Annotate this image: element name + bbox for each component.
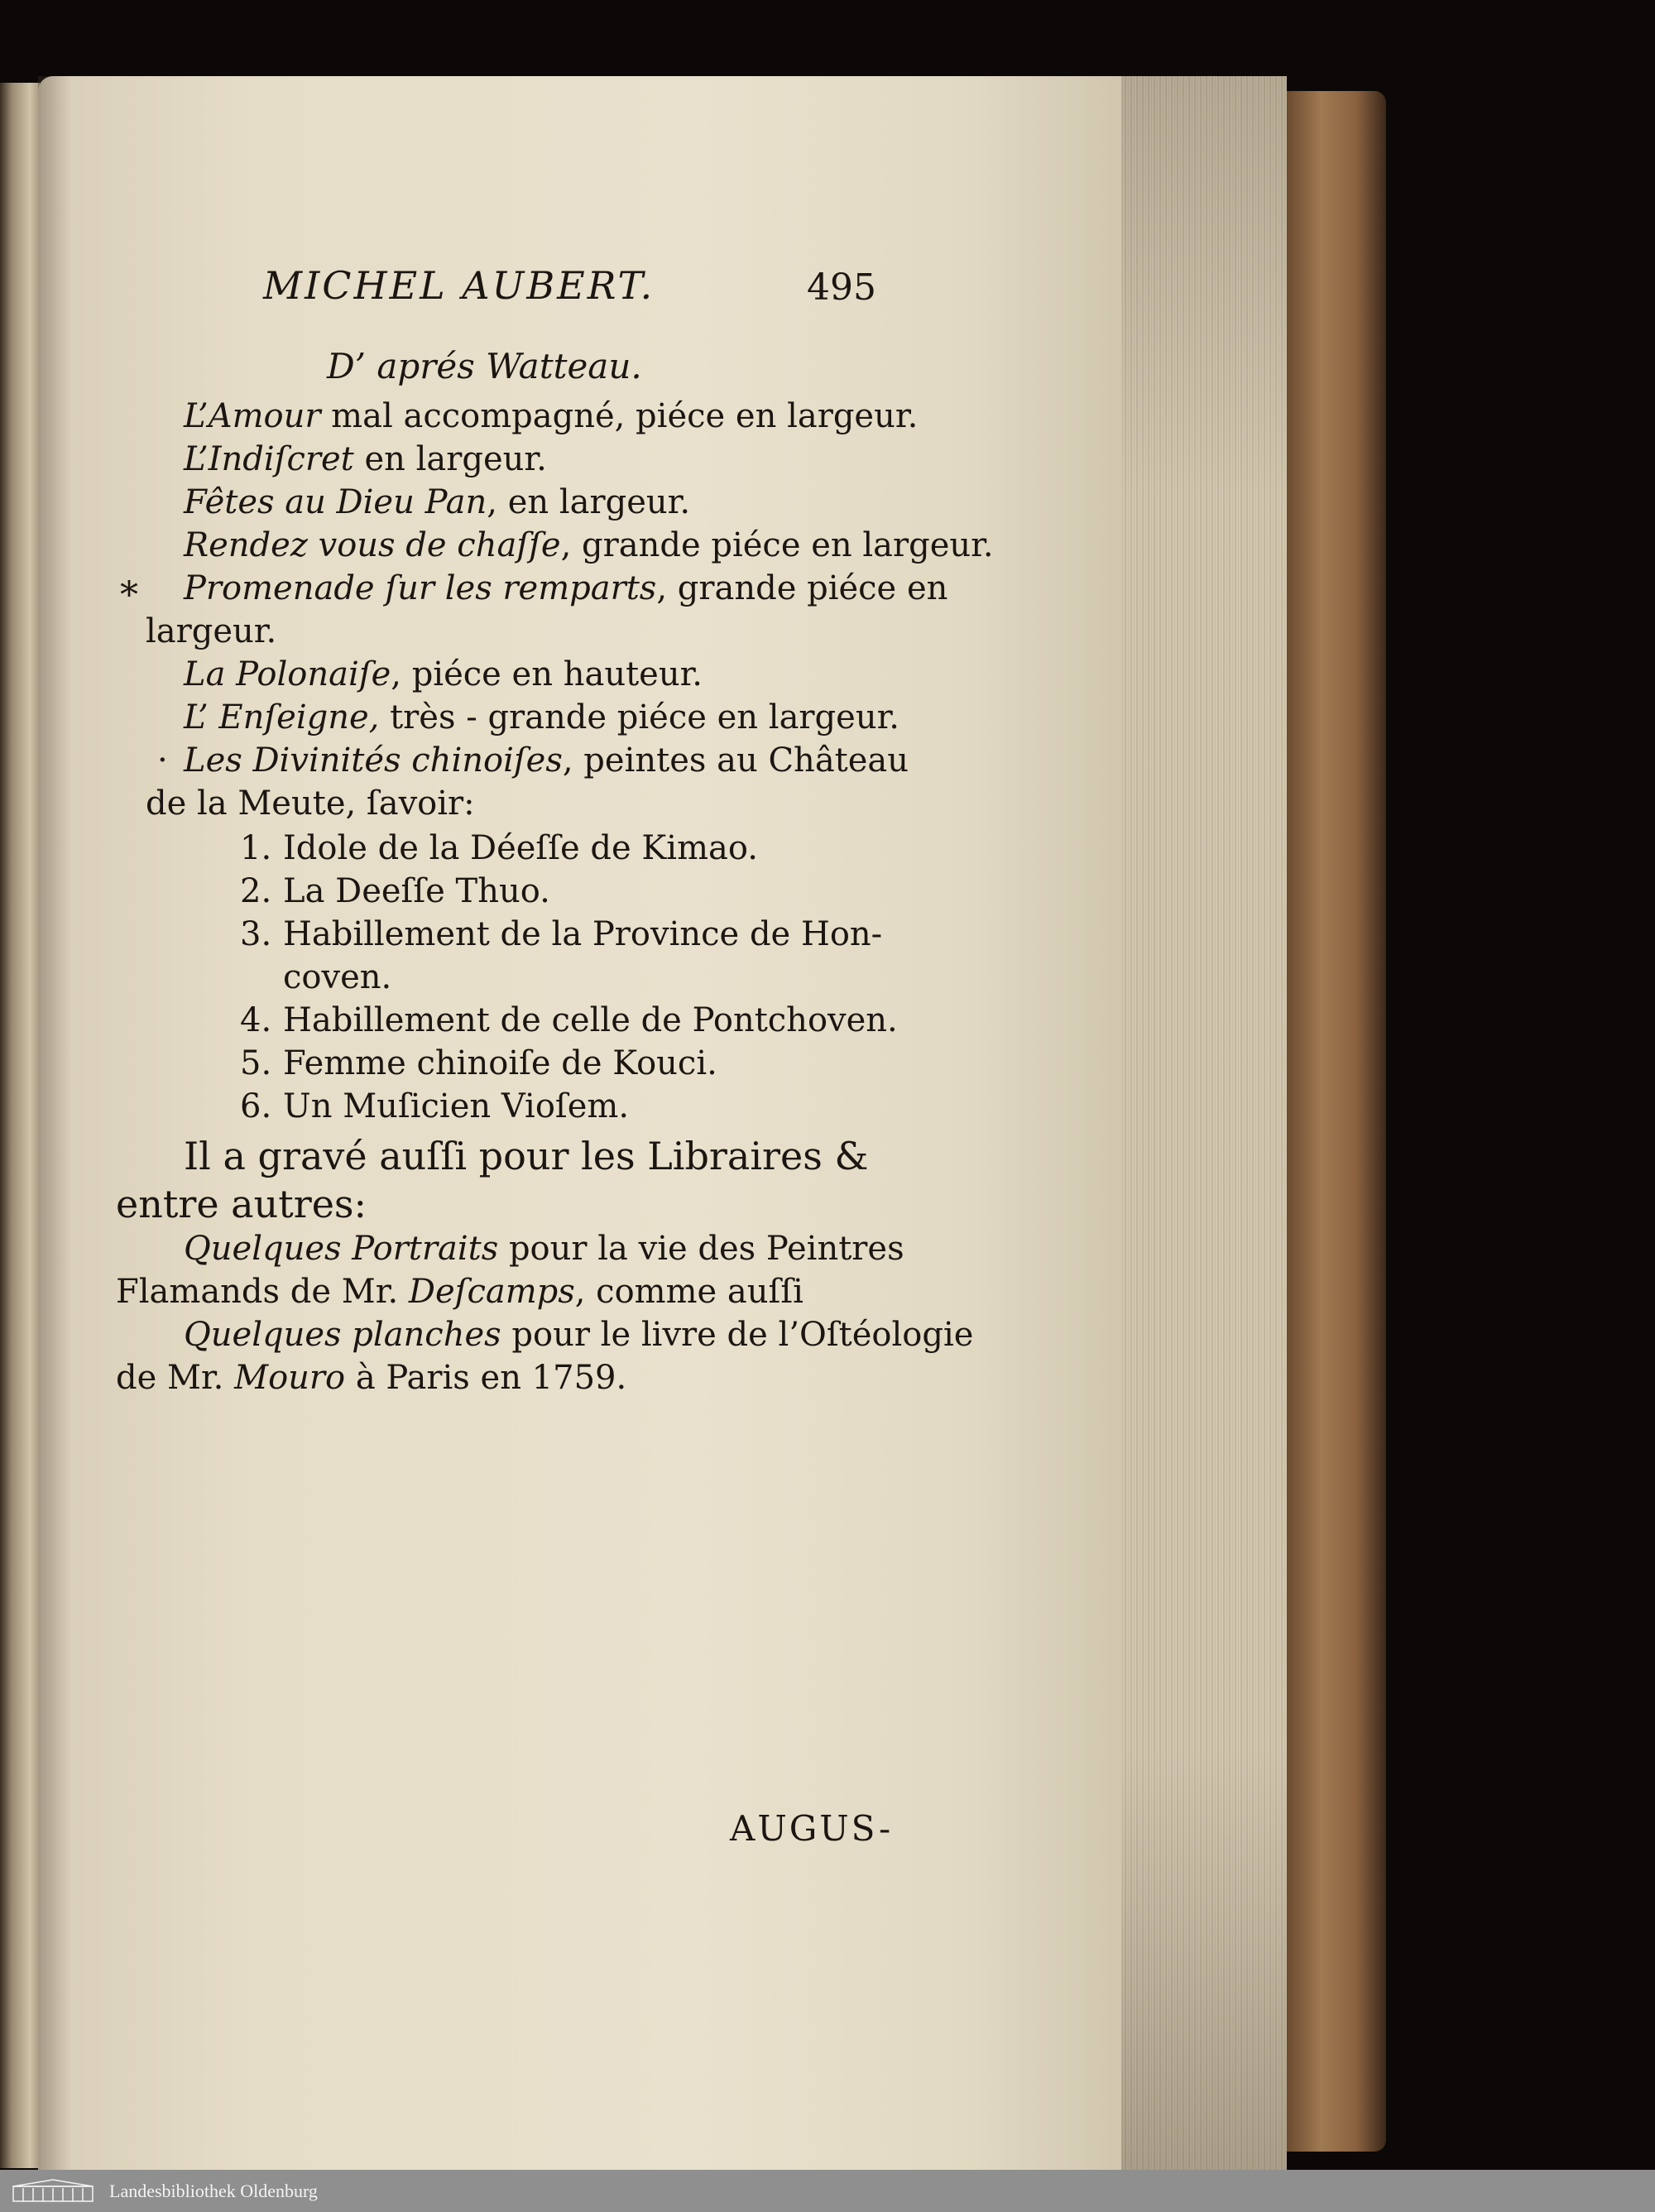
catchword: AUGUS-: [730, 1808, 894, 1849]
title-italic: Quelques planches: [184, 1316, 501, 1354]
item-number: 3.: [240, 915, 272, 953]
entry-description: , grande piéce en largeur.: [560, 526, 994, 564]
entry-line: [184, 741, 909, 780]
entry-description: mal accompagné, piéce en largeur.: [320, 397, 919, 435]
entry-line: [184, 397, 918, 435]
text-span: de Mr.: [116, 1359, 235, 1397]
page-block-edge: [1121, 76, 1287, 2170]
name-italic: Deſcamps: [408, 1273, 575, 1311]
entry-title: L’Indiſcret: [184, 440, 354, 478]
item-number: 4.: [240, 1001, 272, 1039]
item-number: 1.: [240, 829, 272, 867]
entry-title: Fêtes au Dieu Pan: [184, 483, 487, 521]
entry-line: [184, 655, 703, 693]
text-span: pour le livre de l’Oſtéologie: [501, 1316, 974, 1354]
page-number: 495: [807, 266, 876, 309]
entry-title: Les Divinités chinoiſes: [184, 741, 563, 780]
text-span: à Paris en 1759.: [345, 1359, 627, 1397]
numbered-item: [240, 958, 391, 996]
numbered-item: [240, 1044, 717, 1082]
paragraph-line: Il a gravé auſſi pour les Libraires &: [184, 1134, 869, 1178]
entry-title: La Polonaiſe: [184, 655, 391, 693]
entry-description: , grande piéce en: [656, 569, 948, 607]
entry-line: [184, 526, 994, 564]
text-span: pour la vie des Peintres: [498, 1230, 904, 1268]
entry-marker: ·: [157, 741, 168, 780]
entry-description: , peintes au Château: [562, 741, 909, 780]
paragraph-line: [116, 1273, 804, 1311]
entry-description: très - grande piéce en largeur.: [379, 698, 900, 737]
paragraph-line: [116, 1359, 626, 1397]
running-title: MICHEL AUBERT.: [263, 263, 655, 308]
entry-line: [184, 483, 690, 521]
numbered-item: [240, 872, 550, 910]
numbered-item: [240, 1001, 898, 1039]
numbered-item: [240, 915, 882, 953]
entry-description: en largeur.: [353, 440, 547, 478]
library-footer: [0, 2170, 1655, 2212]
entry-description: , en largeur.: [487, 483, 691, 521]
book-cover: [1287, 91, 1386, 2152]
paragraph-line: entre autres:: [116, 1182, 367, 1226]
entry-continuation: de la Meute, ſavoir:: [146, 785, 475, 823]
entry-line: [184, 440, 547, 478]
numbered-item: [240, 829, 758, 867]
paragraph-line: [184, 1316, 973, 1354]
item-text: La Deeſſe Thuo.: [283, 872, 550, 910]
entry-description: , piéce en hauteur.: [391, 655, 703, 693]
text-span: Flamands de Mr.: [116, 1273, 409, 1311]
name-italic: Mouro: [234, 1359, 346, 1397]
entry-title: L’ Enſeigne,: [184, 698, 380, 737]
entry-line: [184, 698, 899, 737]
text-span: , comme auſſi: [574, 1273, 804, 1311]
item-number: 5.: [240, 1044, 272, 1082]
library-name: Landesbibliothek Oldenburg: [109, 2181, 318, 2201]
item-number: 6.: [240, 1087, 272, 1125]
item-text: Idole de la Déeſſe de Kimao.: [283, 829, 758, 867]
entry-title: Rendez vous de chaſſe: [184, 526, 561, 564]
entry-marker: *: [120, 574, 138, 617]
entry-continuation: largeur.: [146, 612, 277, 650]
entry-title: L’Amour: [184, 397, 321, 435]
item-number: 2.: [240, 872, 272, 910]
section-heading: D’ aprés Watteau.: [327, 346, 642, 386]
entry-title: Promenade ſur les remparts: [184, 569, 657, 607]
library-building-icon: [12, 2178, 94, 2203]
item-text: coven.: [283, 958, 392, 996]
left-page-edge: [0, 83, 40, 2168]
item-text: Habillement de la Province de Hon-: [283, 915, 883, 953]
item-text: Femme chinoiſe de Kouci.: [283, 1044, 717, 1082]
numbered-item: [240, 1087, 629, 1125]
entry-line: [184, 569, 947, 607]
title-italic: Quelques Portraits: [184, 1230, 499, 1268]
paragraph-line: [184, 1230, 904, 1268]
item-text: Habillement de celle de Pontchoven.: [283, 1001, 898, 1039]
item-text: Un Muſicien Vioſem.: [283, 1087, 630, 1125]
